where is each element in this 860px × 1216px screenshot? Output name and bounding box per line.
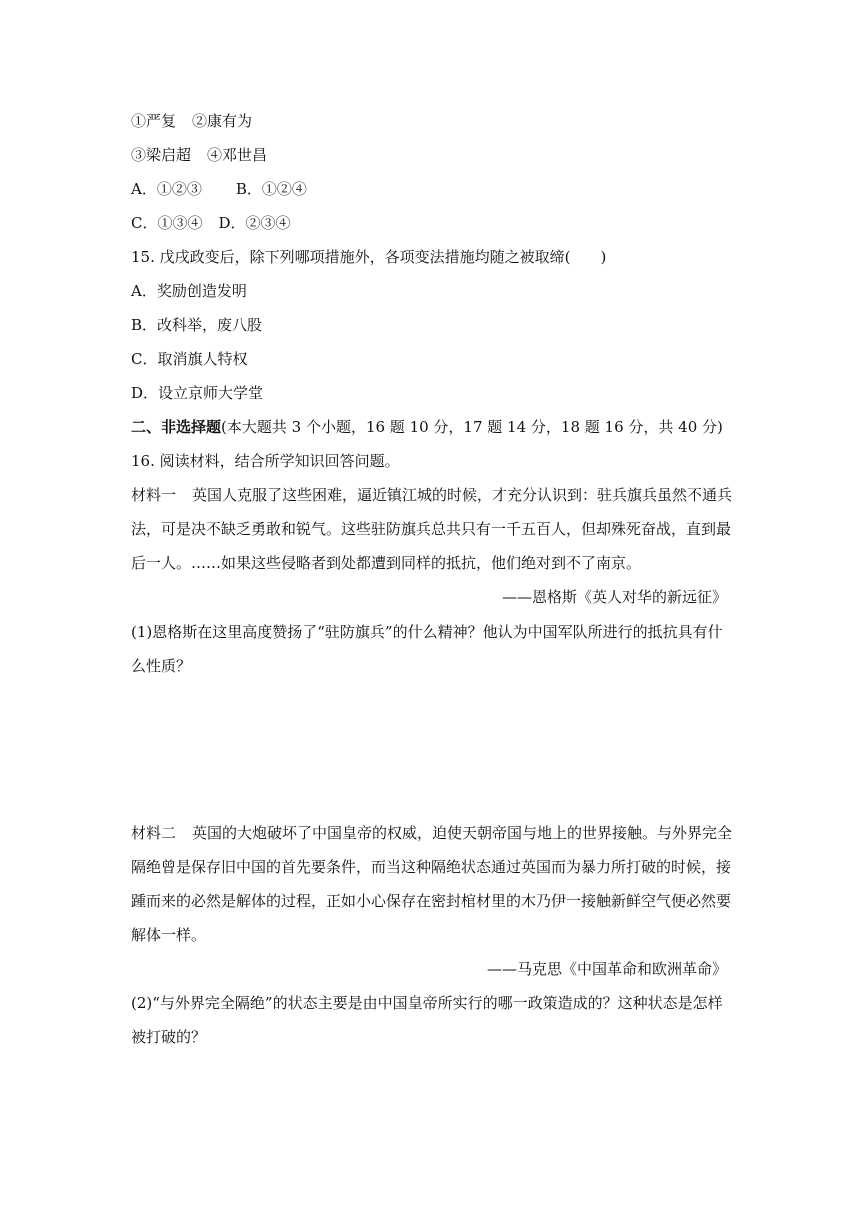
material2-line3: 踵而来的必然是解体的过程，正如小心保存在密封棺材里的木乃伊一接触新鲜空气便必然要: [131, 892, 732, 910]
material1-source: ——恩格斯《英人对华的新远征》: [501, 588, 727, 606]
q15-choice-c: C．取消旗人特权: [131, 350, 248, 368]
material2-line2: 隔绝曾是保存旧中国的首先要条件，而当这种隔绝状态通过英国而为暴力所打破的时候，接: [131, 858, 732, 876]
q15-stem: 15. 戊戌政变后，除下列哪项措施外，各项变法措施均随之被取缔( ): [131, 248, 607, 266]
q14-option-4: ④邓世昌: [207, 146, 268, 164]
material2-label: 材料二: [131, 824, 177, 842]
q14-choices-row1: [131, 179, 307, 199]
q16-stem: 16. 阅读材料，结合所学知识回答问题。: [131, 452, 400, 470]
q15-choice-a: A．奖励创造发明: [131, 282, 247, 300]
material1-text1: 英国人克服了这些困难，逼近镇江城的时候，才充分认识到：驻兵旗兵虽然不通兵: [192, 486, 733, 504]
sub-question-2-line1: (2)“与外界完全隔绝”的状态主要是由中国皇帝所实行的哪一政策造成的？这种状态是怎样: [131, 994, 723, 1012]
q14-options-row1: [131, 111, 252, 131]
q14-choices-row2: [131, 213, 291, 233]
material2-line1: [131, 823, 732, 843]
q15-choice-d: D．设立京师大学堂: [131, 384, 264, 402]
section-heading: [131, 417, 723, 437]
sub-question-1-line2: 么性质？: [131, 657, 192, 675]
q14-choice-b: B．①②④: [235, 180, 307, 198]
material2-text1: 英国的大炮破坏了中国皇帝的权威，迫使天朝帝国与地上的世界接触。与外界完全: [192, 824, 733, 842]
material1-line1: [131, 485, 732, 505]
q14-choice-a: A．①②③: [131, 180, 202, 198]
sub-question-2-line2: 被打破的？: [131, 1028, 207, 1046]
section-title: 二、非选择题: [131, 418, 222, 436]
q14-option-2: ②康有为: [192, 112, 253, 130]
q14-option-1: ①严复: [131, 112, 177, 130]
q14-option-3: ③梁启超: [131, 146, 192, 164]
sub-question-1-line1: (1)恩格斯在这里高度赞扬了“驻防旗兵”的什么精神？他认为中国军队所进行的抵抗具有什: [131, 623, 723, 641]
q14-options-row2: [131, 145, 267, 165]
material1-line2: 法，可是决不缺乏勇敢和锐气。这些驻防旗兵总共只有一千五百人，但却殊死奋战，直到最: [131, 520, 732, 538]
material1-line3: 后一人。……如果这些侵略者到处都遭到同样的抵抗，他们绝对到不了南京。: [131, 554, 642, 572]
material2-source: ——马克思《中国革命和欧洲革命》: [486, 960, 727, 978]
q15-choice-b: B．改科举，废八股: [131, 316, 263, 334]
q14-choice-c: C．①③④: [131, 214, 203, 232]
material2-line4: 解体一样。: [131, 926, 207, 944]
section-detail: (本大题共 3 个小题，16 题 10 分，17 题 14 分，18 题 16 分，共 40 分): [221, 418, 723, 436]
q14-choice-d: D．②③④: [218, 214, 291, 232]
material1-label: 材料一: [131, 486, 177, 504]
